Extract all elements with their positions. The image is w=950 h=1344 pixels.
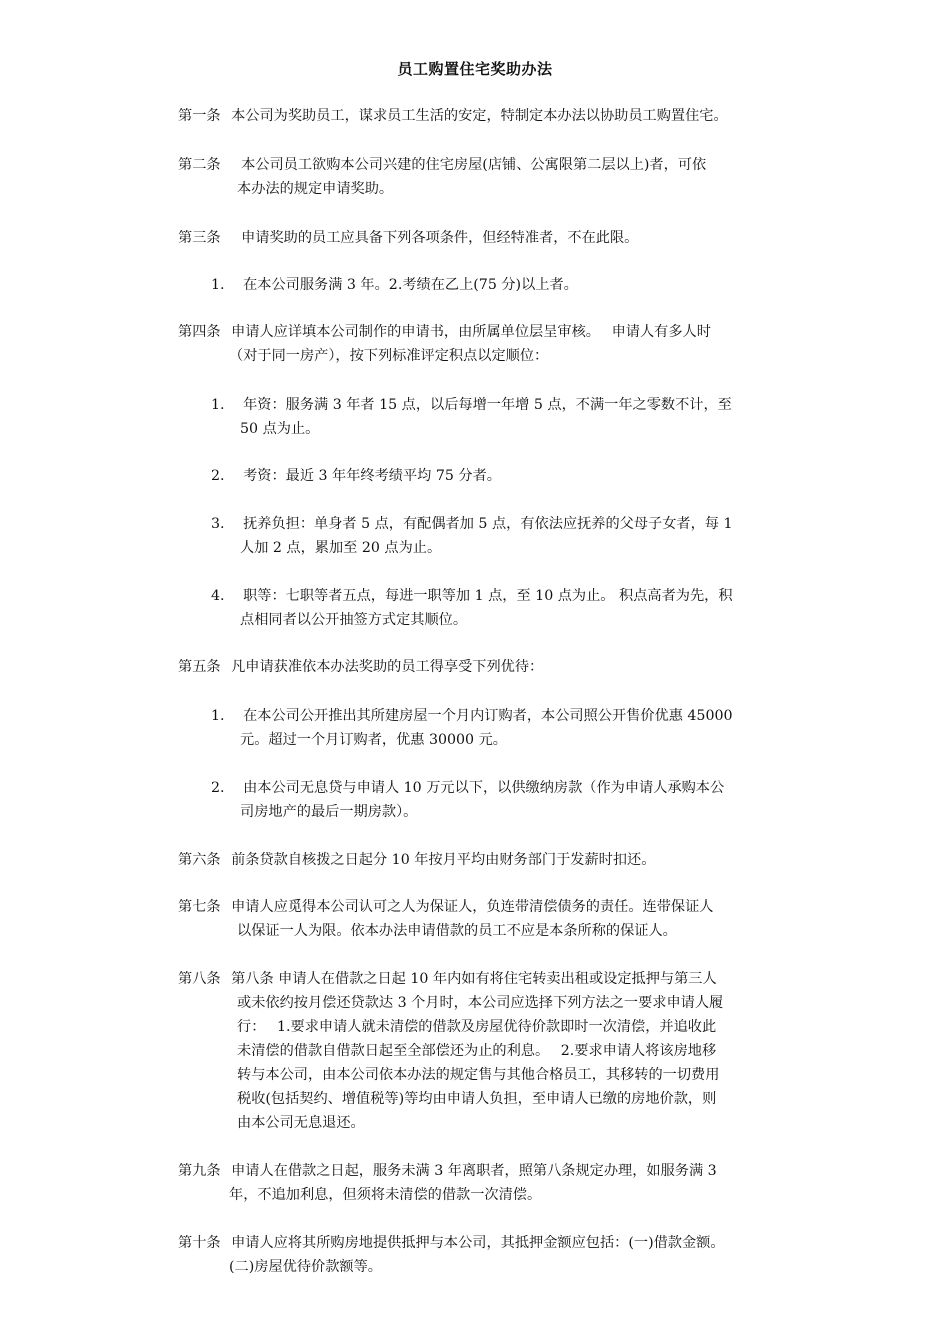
article-5-item-2-line-2: 司房地产的最后一期房款）。: [240, 804, 418, 820]
article-10: [178, 1233, 725, 1253]
article-4-item-3: [211, 514, 733, 534]
article-8-text-line-2: 或未依约按月偿还贷款达 3 个月时，本公司应选择下列方法之一要求申请人履: [237, 995, 724, 1011]
article-3-text: 申请奖助的员工应具备下列各项条件，但经特准者，不在此限。: [241, 230, 639, 246]
article-4-item-4-line-2: 点相同者以公开抽签方式定其顺位。: [240, 612, 468, 628]
list-item-text: 在本公司服务满 3 年。2.考绩在乙上(75 分)以上者。: [243, 277, 578, 293]
list-number: 2.: [211, 780, 225, 796]
article-3-item-1: [211, 275, 578, 295]
list-item-text: 在本公司公开推出其所建房屋一个月内订购者，本公司照公开售价优惠 45000: [243, 708, 733, 724]
article-6-label: 第六条: [178, 852, 221, 868]
article-1-label: 第一条: [178, 108, 221, 124]
article-2-text-line-2: 本办法的规定申请奖助。: [237, 181, 394, 197]
article-5: [178, 657, 543, 677]
article-1: [178, 106, 728, 126]
article-7-label: 第七条: [178, 899, 221, 915]
list-number: 1.: [211, 708, 225, 724]
list-number: 3.: [211, 516, 225, 532]
article-3: [178, 228, 638, 248]
list-number: 2.: [211, 468, 225, 484]
document-title: 员工购置住宅奖助办法: [397, 60, 553, 78]
article-8: [178, 969, 717, 989]
article-8-text-line-3: 行： 1.要求申请人就未清偿的借款及房屋优待价款即时一次清偿，并追收此: [237, 1019, 717, 1035]
article-3-label: 第三条: [178, 230, 221, 246]
article-8-text-line-5: 转与本公司，由本公司依本办法的规定售与其他合格员工，其移转的一切费用: [237, 1067, 720, 1083]
article-6: [178, 850, 655, 870]
article-4-text-line-1: 申请人应详填本公司制作的申请书，由所属单位层呈审核。 申请人有多人时: [231, 324, 711, 340]
article-10-text-line-2: (二)房屋优待价款额等。: [229, 1259, 382, 1275]
article-9-label: 第九条: [178, 1163, 221, 1179]
article-6-text: 前条贷款自核拨之日起分 10 年按月平均由财务部门于发薪时扣还。: [231, 852, 656, 868]
article-4-item-2: [211, 466, 501, 486]
article-9-text-line-2: 年，不追加利息，但须将未清偿的借款一次清偿。: [229, 1187, 542, 1203]
article-10-text-line-1: 申请人应将其所购房地提供抵押与本公司，其抵押金额应包括：(一)借款金额。: [231, 1235, 725, 1251]
list-item-text: 考资：最近 3 年年终考绩平均 75 分者。: [243, 468, 501, 484]
list-number: 1.: [211, 397, 225, 413]
article-4-item-1: [211, 395, 732, 415]
article-5-text: 凡申请获准依本办法奖助的员工得享受下列优待：: [231, 659, 544, 675]
article-4-text-line-2: （对于同一房产），按下列标准评定积点以定顺位：: [229, 348, 549, 364]
article-5-label: 第五条: [178, 659, 221, 675]
article-10-label: 第十条: [178, 1235, 221, 1251]
article-5-item-1: [211, 706, 733, 726]
article-8-text-line-4: 未清偿的借款自借款日起至全部偿还为止的利息。 2.要求申请人将该房地移: [237, 1043, 717, 1059]
article-4: [178, 322, 711, 342]
article-4-item-1-line-2: 50 点为止。: [240, 421, 320, 437]
article-4-item-3-line-2: 人加 2 点，累加至 20 点为止。: [240, 540, 442, 556]
article-1-text: 本公司为奖助员工，谋求员工生活的安定，特制定本办法以协助员工购置住宅。: [231, 108, 728, 124]
article-4-label: 第四条: [178, 324, 221, 340]
article-9-text-line-1: 申请人在借款之日起，服务未满 3 年离职者，照第八条规定办理，如服务满 3: [231, 1163, 717, 1179]
list-number: 1.: [211, 277, 225, 293]
article-7-text-line-1: 申请人应觅得本公司认可之人为保证人，负连带清偿债务的责任。连带保证人: [231, 899, 714, 915]
article-2-text-line-1: 本公司员工欲购本公司兴建的住宅房屋(店铺、公寓限第二层以上)者，可依: [241, 157, 707, 173]
list-item-text: 职等：七职等者五点，每进一职等加 1 点，至 10 点为止。 积点高者为先，积: [243, 588, 733, 604]
article-8-text-line-6: 税收(包括契约、增值税等)等均由申请人负担，至申请人已缴的房地价款，则: [237, 1091, 717, 1107]
article-7-text-line-2: 以保证一人为限。依本办法申请借款的员工不应是本条所称的保证人。: [237, 923, 677, 939]
list-item-text: 由本公司无息贷与申请人 10 万元以下，以供缴纳房款（作为申请人承购本公: [243, 780, 725, 796]
article-2: [178, 155, 706, 175]
list-item-text: 抚养负担：单身者 5 点，有配偶者加 5 点，有依法应抚养的父母子女者，每 1: [243, 516, 733, 532]
article-4-item-4: [211, 586, 733, 606]
article-7: [178, 897, 713, 917]
article-5-item-1-line-2: 元。超过一个月订购者，优惠 30000 元。: [240, 732, 507, 748]
list-item-text: 年资：服务满 3 年者 15 点，以后每增一年增 5 点，不满一年之零数不计，至: [243, 397, 732, 413]
article-2-label: 第二条: [178, 157, 221, 173]
article-8-text-line-7: 由本公司无息退还。: [237, 1115, 365, 1131]
article-5-item-2: [211, 778, 724, 798]
article-8-label: 第八条: [178, 971, 221, 987]
article-9: [178, 1161, 717, 1181]
list-number: 4.: [211, 588, 225, 604]
article-8-text-line-1: 第八条 申请人在借款之日起 10 年内如有将住宅转卖出租或设定抵押与第三人: [231, 971, 717, 987]
